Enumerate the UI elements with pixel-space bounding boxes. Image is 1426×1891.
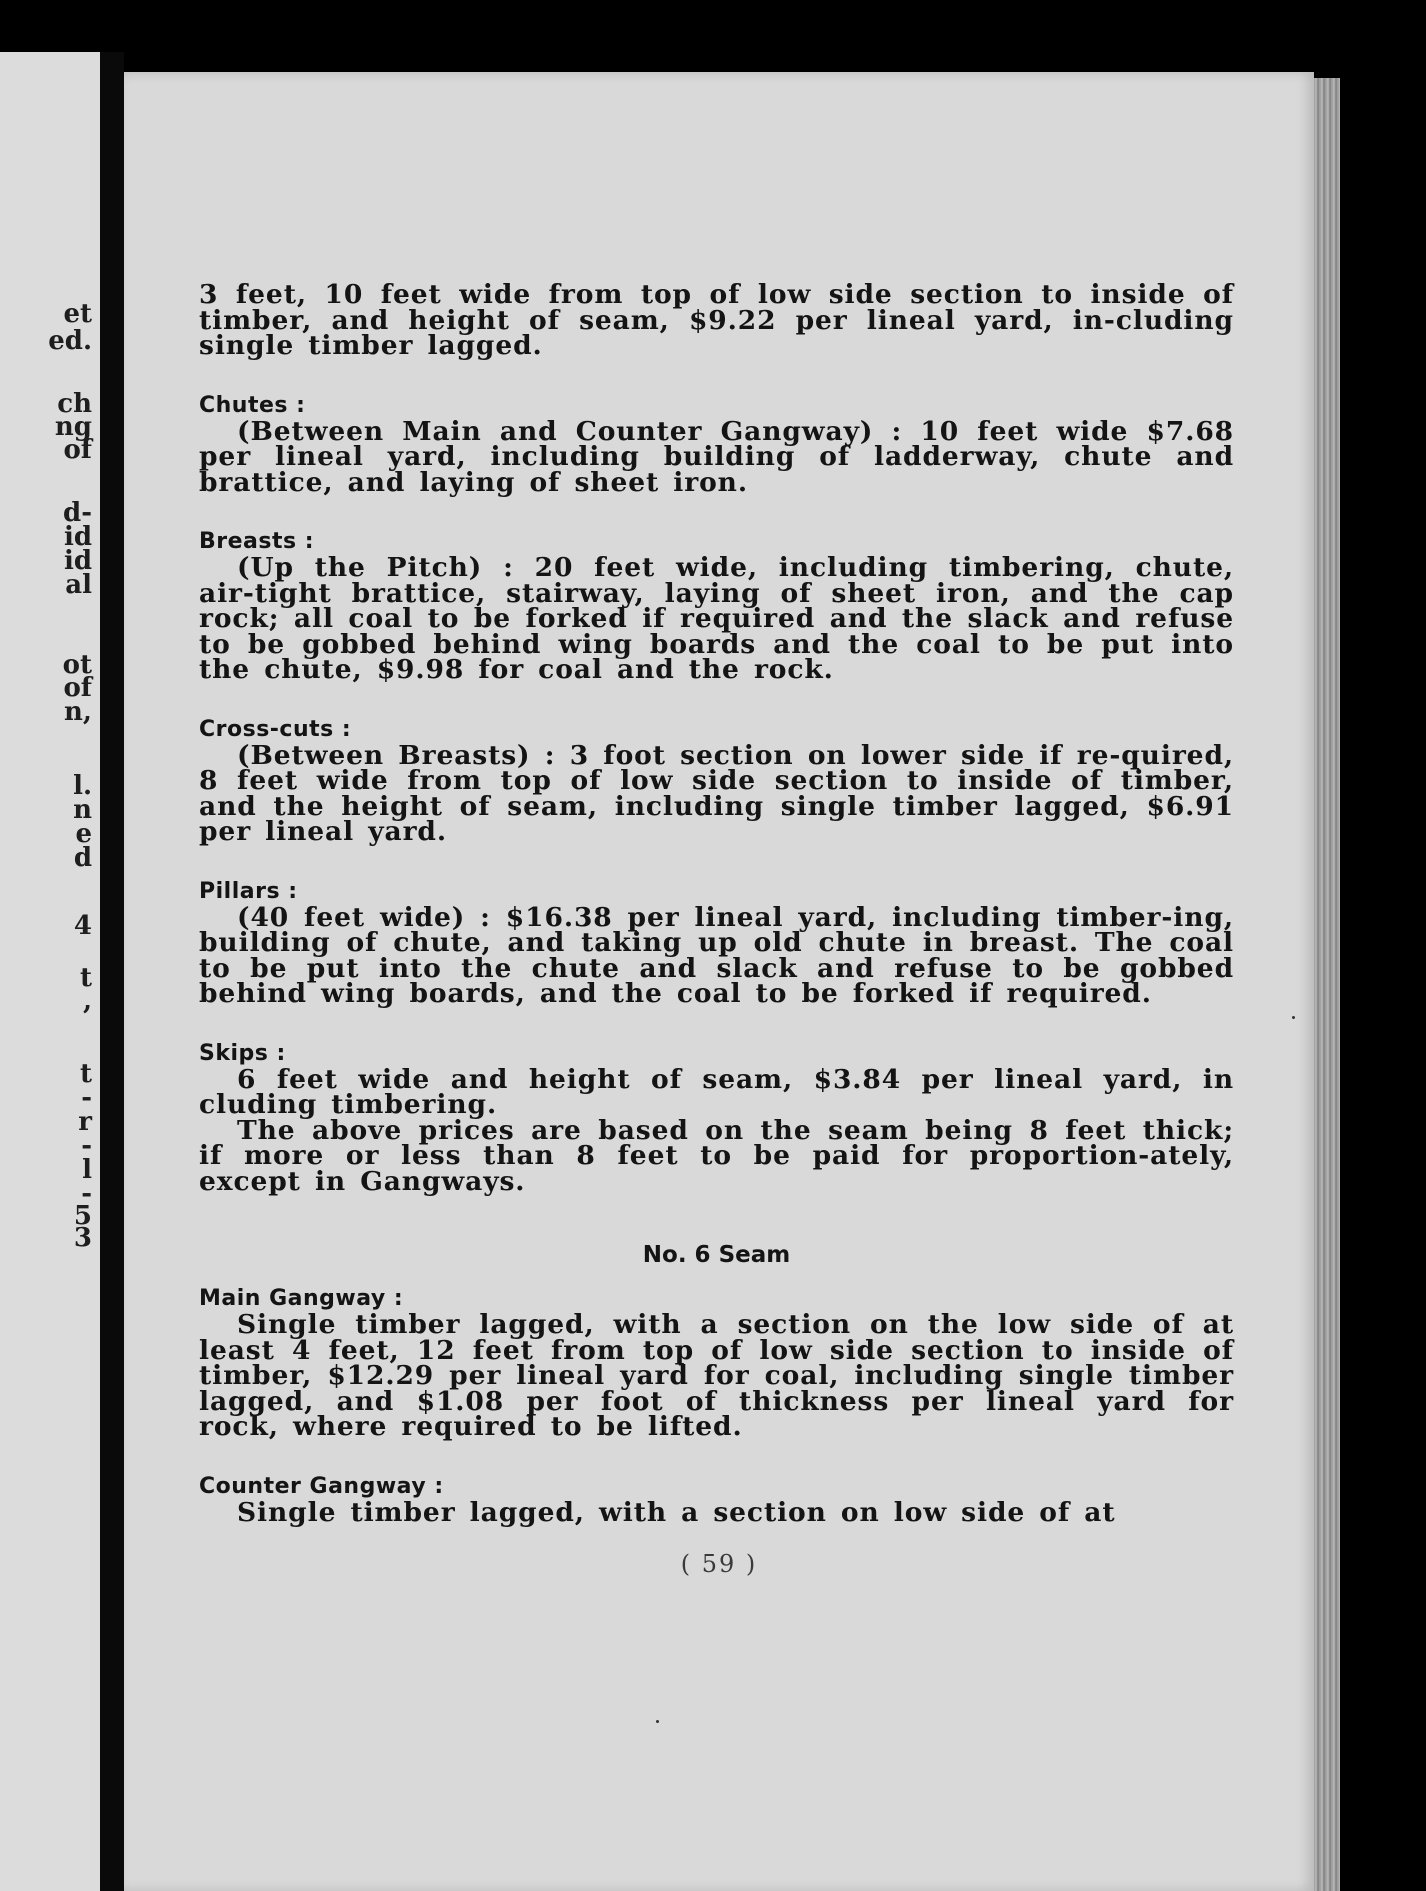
left-fragment: ch <box>57 389 92 419</box>
section-heading: Cross-cuts : <box>199 716 352 742</box>
section-skips <box>199 1041 1234 1195</box>
left-fragment: of <box>63 435 92 465</box>
section-cross-cuts <box>199 717 1234 845</box>
left-fragment: - <box>81 1083 92 1113</box>
page-edge <box>1314 78 1340 1891</box>
book-page <box>124 72 1314 1891</box>
left-fragment: n, <box>64 697 92 727</box>
section-text: (Between Breasts) : 3 foot section on lower side if re-quired, 8 feet wide from top of low side section to inside of timber, and the height of seam, including single timber lagged, $6.91 per lineal yard. <box>199 739 1234 847</box>
section-text: (Between Main and Counter Gangway) : 10 feet wide $7.68 per lineal yard, including building of ladderway, chute and brattice, and laying of sheet iron. <box>199 415 1234 498</box>
left-fragment: ot <box>62 650 92 680</box>
page-number: ( 59 ) <box>680 1550 758 1578</box>
print-speck <box>1292 1016 1295 1019</box>
section-heading: Chutes : <box>199 392 306 418</box>
section-heading: Breasts : <box>199 529 315 554</box>
left-fragment: of <box>63 673 92 703</box>
left-fragment: t <box>79 1059 92 1089</box>
section-chutes <box>199 393 1234 496</box>
left-fragment: , <box>82 986 92 1016</box>
left-fragment: 5 <box>73 1201 92 1231</box>
section-text: (Up the Pitch) : 20 feet wide, including timbering, chute, air-tight brattice, stairway, laying of sheet iron, and the cap rock; all coal to be forked if required and the slack and refuse to be gobbed behind wing boards and the coal to be put into the chute, $9.98 for coal and the rock. <box>199 552 1234 685</box>
section-text: (40 feet wide) : $16.38 per lineal yard, including timber-ing, building of chute, and taking up old chute in breast. The coal to be put into the chute and slack and refuse to be gobbed behind wing boards, and the coal to be forked if required. <box>199 901 1234 1009</box>
left-fragment: d <box>73 843 92 873</box>
section-pillars <box>199 879 1234 1007</box>
section-text: 6 feet wide and height of seam, $3.84 per lineal yard, in cluding timbering. <box>199 1063 1234 1120</box>
left-fragment: id <box>63 546 92 576</box>
intro-paragraph: 3 feet, 10 feet wide from top of low side section to inside of timber, and height of seam, $9.22 per lineal yard, in-cluding single timber lagged. <box>199 279 1234 361</box>
left-fragment: ed. <box>48 326 92 356</box>
left-fragment: et <box>63 299 92 329</box>
left-page-text-fragments <box>0 52 92 1891</box>
left-fragment: id <box>63 522 92 552</box>
section-heading: Pillars : <box>199 878 298 904</box>
left-fragment: n <box>73 795 92 825</box>
section-heading: Counter Gangway : <box>199 1473 444 1499</box>
seam-heading: No. 6 Seam <box>642 1242 791 1268</box>
left-fragment: ng <box>54 412 92 442</box>
print-speck <box>656 1720 659 1723</box>
left-fragment: r <box>78 1107 92 1137</box>
section-counter-gangway <box>199 1474 1234 1526</box>
section-note: The above prices are based on the seam being 8 feet thick; if more or less than 8 feet to be paid for proportion-ately, except in Gangways. <box>199 1114 1234 1197</box>
section-breasts <box>199 529 1234 683</box>
left-fragment: al <box>65 570 92 600</box>
section-text: Single timber lagged, with a section on the low side of at least 4 feet, 12 feet from top of low side section to inside of timber, $12.29 per lineal yard for coal, including single timber lagged, and $1.08 per foot of thickness per lineal yard for rock, where required to be lifted. <box>199 1309 1234 1442</box>
left-fragment: - <box>81 1131 92 1161</box>
left-fragment: e <box>75 819 92 849</box>
book-gutter <box>100 52 124 1891</box>
left-fragment: t <box>79 963 92 993</box>
left-fragment: 3 <box>73 1223 92 1253</box>
page-text-block <box>199 279 1234 1528</box>
left-fragment: 4 <box>73 911 92 941</box>
left-fragment: - <box>81 1179 92 1209</box>
section-heading: Skips : <box>199 1040 286 1066</box>
section-text: Single timber lagged, with a section on low side of at <box>237 1496 1116 1528</box>
section-heading: Main Gangway : <box>199 1286 404 1311</box>
section-main-gangway <box>199 1286 1234 1440</box>
left-fragment: l. <box>73 771 92 801</box>
left-fragment: d- <box>63 498 92 528</box>
left-fragment: l <box>82 1155 92 1185</box>
left-facing-page <box>0 52 100 1891</box>
